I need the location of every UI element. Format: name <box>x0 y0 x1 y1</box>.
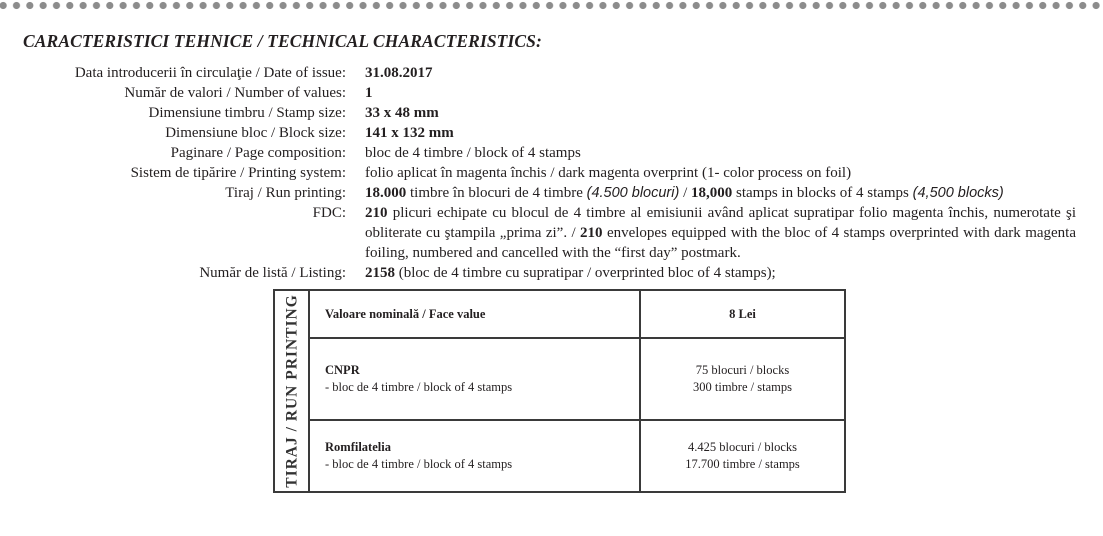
face-value-label: Valoare nominală / Face value <box>309 290 640 338</box>
spec-row-values <box>0 83 1103 103</box>
quantity-blocks: 4.425 blocuri / blocks <box>687 440 797 454</box>
run-en-blocks: (4,500 blocks) <box>912 185 1004 201</box>
distributor-cell <box>309 338 640 420</box>
listing-text: (bloc de 4 timbre cu supratipar / overprinted bloc of 4 stamps); <box>395 265 776 281</box>
spec-row-page-composition <box>0 143 1103 163</box>
quantity-stamps: 17.700 timbre / stamps <box>685 457 800 471</box>
distributor-desc: - bloc de 4 timbre / block of 4 stamps <box>325 457 513 471</box>
spec-label: Sistem de tipărire / Printing system: <box>130 165 346 181</box>
fdc-en-number: 210 <box>580 225 603 241</box>
spec-label: Dimensiune bloc / Block size: <box>165 125 346 141</box>
quantity-cell <box>640 420 845 492</box>
spec-value: folio aplicat în magenta închis / dark magenta overprint (1- color process on foil) <box>365 165 852 181</box>
spec-row-listing <box>0 263 1103 283</box>
spec-row-fdc <box>0 203 1103 263</box>
spec-value <box>365 183 1076 203</box>
spec-label: Număr de valori / Number of values: <box>124 85 346 101</box>
spec-row-stamp-size <box>0 103 1103 123</box>
run-separator: / <box>679 185 691 201</box>
specs-list <box>0 63 1103 283</box>
run-en-text: stamps in blocks of 4 stamps <box>732 185 913 201</box>
spec-value: 31.08.2017 <box>365 65 433 81</box>
table-row <box>274 420 845 492</box>
fdc-en-text: envelopes equipped with the bloc of 4 stamps overprinted with dark magenta foiling, numbered and cancelled with the “first day” postmark. <box>365 225 1076 261</box>
spec-row-run-printing <box>0 183 1103 203</box>
run-en-number: 18,000 <box>690 185 733 201</box>
run-ro-blocks: (4.500 blocuri) <box>586 185 680 201</box>
fdc-ro-text: plicuri echipate cu blocul de 4 timbre al emisiunii având aplicat supratipar folio magenta închis, numerotate şi obliterate cu ştampila „prima zi”. / <box>365 205 1076 241</box>
section-title: CARACTERISTICI TEHNICE / TECHNICAL CHARACTERISTICS: <box>23 31 542 51</box>
table-side-label: TIRAJ / RUN PRINTING <box>283 294 300 488</box>
spec-label: Dimensiune timbru / Stamp size: <box>148 105 346 121</box>
spec-label: FDC: <box>312 205 346 221</box>
run-ro-text: timbre în blocuri de 4 timbre <box>406 185 587 201</box>
table-row <box>274 338 845 420</box>
listing-number: 2158 <box>365 265 395 281</box>
face-value: 8 Lei <box>640 290 845 338</box>
distributor-desc: - bloc de 4 timbre / block of 4 stamps <box>325 380 513 394</box>
spec-label: Data introducerii în circulaţie / Date of issue: <box>74 65 346 81</box>
spec-label: Paginare / Page composition: <box>170 145 346 161</box>
dotted-top-border <box>0 1 1103 10</box>
table-header-row <box>274 290 845 338</box>
distributor-name: CNPR <box>325 363 360 377</box>
run-printing-table <box>273 289 846 493</box>
spec-row-block-size <box>0 123 1103 143</box>
spec-value <box>365 203 1076 263</box>
spec-row-date <box>0 63 1103 83</box>
spec-label: Număr de listă / Listing: <box>199 265 346 281</box>
table-side-label-cell <box>274 290 309 492</box>
spec-label: Tiraj / Run printing: <box>225 185 346 201</box>
spec-value <box>365 263 1076 283</box>
spec-row-printing-system <box>0 163 1103 183</box>
distributor-name: Romfilatelia <box>325 440 391 454</box>
spec-value: 33 x 48 mm <box>365 105 439 121</box>
spec-value: bloc de 4 timbre / block of 4 stamps <box>365 145 581 161</box>
quantity-stamps: 300 timbre / stamps <box>693 380 792 394</box>
run-ro-number: 18.000 <box>365 185 407 201</box>
fdc-ro-number: 210 <box>365 205 388 221</box>
spec-value: 1 <box>365 85 373 101</box>
quantity-blocks: 75 blocuri / blocks <box>695 363 790 377</box>
quantity-cell <box>640 338 845 420</box>
distributor-cell <box>309 420 640 492</box>
spec-value: 141 x 132 mm <box>365 125 454 141</box>
